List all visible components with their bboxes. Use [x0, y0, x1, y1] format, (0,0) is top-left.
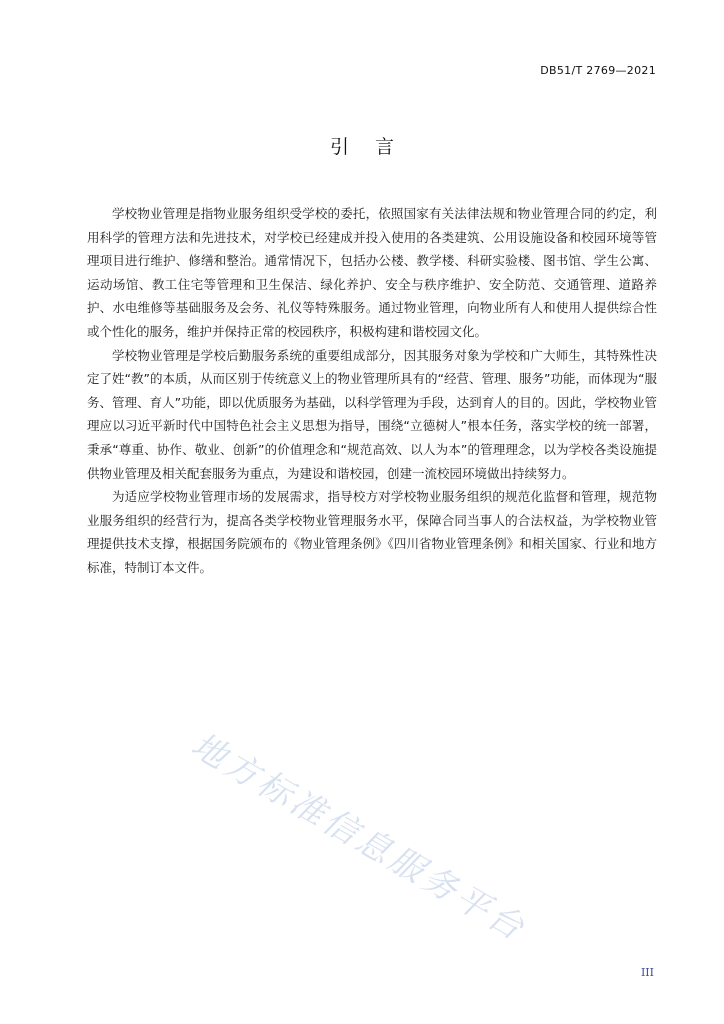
paragraph-3: 为适应学校物业管理市场的发展需求，指导校方对学校物业服务组织的规范化监督和管理，规范物业服务组织的经营行为，提高各类学校物业管理服务水平，保障合同当事人的合法权益，为学校物业管理提供技术支撑，根据国务院颁布的《物业管理条例》《四川省物业管理条例》和相关国家、行业和地方标准，特制订本文件。	[87, 489, 657, 575]
body-text	[87, 202, 657, 580]
watermark-text: 地方标准信息服务平台	[184, 725, 534, 950]
page-number: III	[640, 966, 654, 979]
page-title: 引言	[329, 136, 420, 158]
paragraph-2: 学校物业管理是学校后勤服务系统的重要组成部分，因其服务对象为学校和广大师生，其特殊性决定了姓“教”的本质，从而区别于传统意义上的物业管理所具有的“经营、管理、服务”功能，而体现为“服务、管理、育人”功能，即以优质服务为基础，以科学管理为手段，达到育人的目的。因此，学校物业管理应以习近平新时代中国特色社会主义思想为指导，围绕“立德树人”根本任务，落实学校的统一部署，秉承“尊重、协作、敬业、创新”的价值理念和“规范高效、以人为本”的管理理念，以为学校各类设施提供物业管理及相关配套服务为重点，为建设和谐校园，创建一流校园环境做出持续努力。	[87, 347, 657, 481]
paragraph-1: 学校物业管理是指物业服务组织受学校的委托，依照国家有关法律法规和物业管理合同的约定，利用科学的管理方法和先进技术，对学校已经建成并投入使用的各类建筑、公用设施设备和校园环境等管理项目进行维护、修缮和整治。通常情况下，包括办公楼、教学楼、科研实验楼、图书馆、学生公寓、运动场馆、教工住宅等管理和卫生保洁、绿化养护、安全与秩序维护、安全防范、交通管理、道路养护、水电维修等基础服务及会务、礼仪等特殊服务。通过物业管理，向物业所有人和使用人提供综合性或个性化的服务，维护并保持正常的校园秩序，积极构建和谐校园文化。	[87, 206, 657, 339]
document-code: DB51/T 2769—2021	[540, 64, 656, 77]
